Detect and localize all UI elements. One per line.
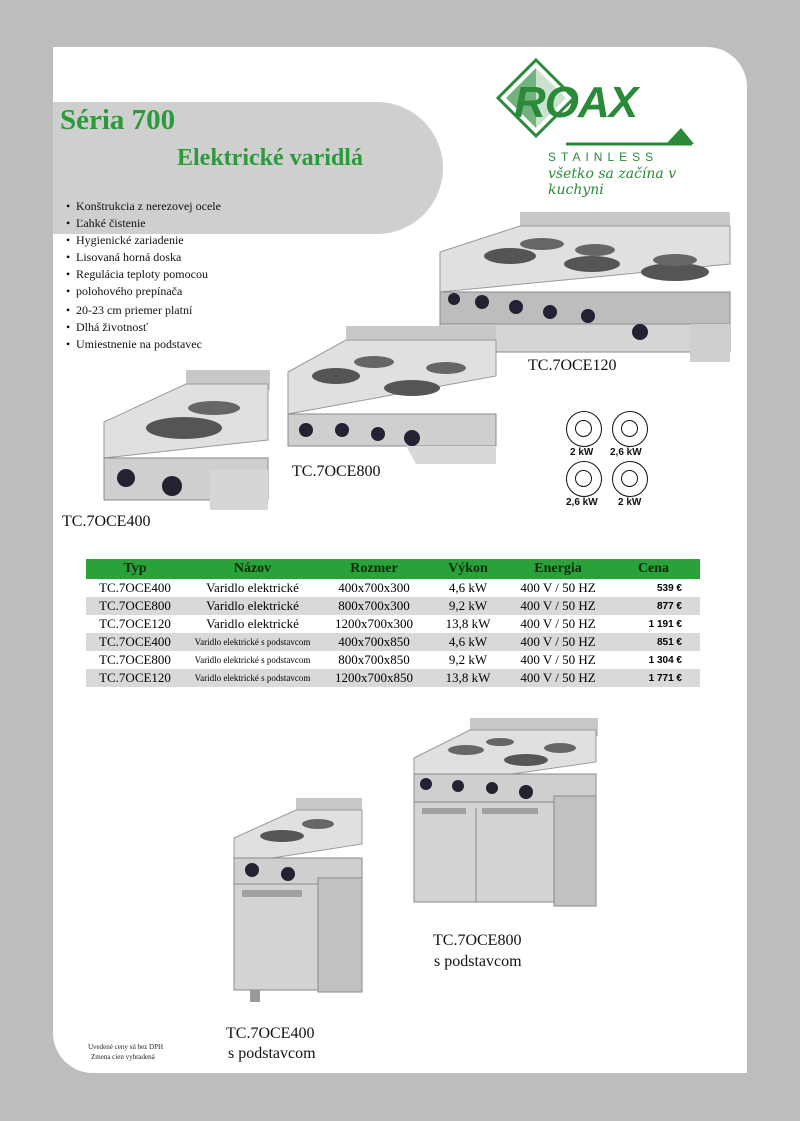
cell-cena: 851 € — [607, 633, 700, 651]
cell-energia: 400 V / 50 HZ — [509, 633, 607, 651]
column-header: Názov — [184, 559, 321, 579]
column-header: Výkon — [427, 559, 509, 579]
table-header-row — [86, 559, 700, 579]
cell-rozmer: 800x700x850 — [338, 652, 410, 667]
cell-typ: TC.7OCE120 — [99, 616, 171, 631]
burner-power-label: 2 kW — [570, 447, 594, 458]
burner-power-label: 2,6 kW — [566, 497, 598, 508]
burner-power-label: 2 kW — [618, 497, 642, 508]
product-caption: TC.7OCE800 — [433, 932, 522, 949]
feature-item: • Dlhá životnosť — [66, 319, 221, 336]
cell-nazov: Varidlo elektrické — [184, 597, 321, 615]
cell-cena: 1 771 € — [607, 669, 700, 687]
page-subtitle: Elektrické varidlá — [177, 145, 363, 171]
feature-item: • Regulácia teploty pomocou — [66, 266, 221, 283]
product-caption: TC.7OCE400 — [62, 513, 151, 530]
table-row — [86, 651, 700, 669]
cell-rozmer: 400x700x850 — [321, 633, 427, 651]
product-caption: TC.7OCE400 — [226, 1025, 315, 1042]
burner-layout-diagram — [560, 405, 670, 517]
feature-item: • Hygienické zariadenie — [66, 232, 221, 249]
burner-power-label: 2,6 kW — [610, 447, 642, 458]
price-table — [86, 559, 700, 687]
cell-typ: TC.7OCE120 — [86, 669, 184, 687]
price-note — [88, 1042, 163, 1062]
product-caption-sub: s podstavcom — [434, 953, 522, 970]
cell-typ: TC.7OCE800 — [86, 597, 184, 615]
cell-cena: 539 € — [656, 582, 682, 594]
table-row — [86, 579, 700, 597]
roax-logo — [496, 58, 736, 198]
cell-typ: TC.7OCE400 — [86, 633, 184, 651]
series-title: Séria 700 — [60, 104, 176, 136]
cell-nazov: Varidlo elektrické s podstavcom — [184, 633, 321, 651]
product-caption-sub: s podstavcom — [228, 1045, 316, 1062]
cell-nazov: Varidlo elektrické s podstavcom — [194, 655, 311, 665]
cell-vykon: 4,6 kW — [427, 633, 509, 651]
product-image-tc7oce800 — [286, 326, 506, 466]
cell-vykon: 13,8 kW — [427, 669, 509, 687]
cell-typ: TC.7OCE400 — [99, 580, 171, 595]
cell-nazov: Varidlo elektrické — [206, 616, 299, 631]
cell-nazov: Varidlo elektrické s podstavcom — [184, 669, 321, 687]
feature-item: • Lisovaná horná doska — [66, 249, 221, 266]
cell-rozmer: 800x700x300 — [321, 597, 427, 615]
cell-rozmer: 1200x700x300 — [335, 616, 413, 631]
cell-vykon: 9,2 kW — [427, 597, 509, 615]
note-line: Zmena cien vyhradená — [91, 1053, 155, 1061]
cell-vykon: 4,6 kW — [448, 580, 488, 595]
cell-energia: 400 V / 50 HZ — [509, 597, 607, 615]
cell-cena: 1 304 € — [648, 654, 682, 666]
cell-cena: 1 191 € — [648, 618, 682, 630]
product-image-tc7oce400-stand — [230, 798, 365, 1008]
column-header: Typ — [86, 559, 184, 579]
table-row — [86, 597, 700, 615]
burner-icon — [566, 461, 602, 497]
feature-item: • Konštrukcia z nerezovej ocele — [66, 198, 221, 215]
table-row — [86, 615, 700, 633]
column-header: Energia — [509, 559, 607, 579]
cell-nazov: Varidlo elektrické — [206, 580, 299, 595]
cell-energia: 400 V / 50 HZ — [520, 652, 596, 667]
feature-item-continued: • polohového prepínača — [66, 283, 221, 300]
column-header: Rozmer — [321, 559, 427, 579]
cell-rozmer: 400x700x300 — [338, 580, 410, 595]
feature-item: • 20-23 cm priemer platní — [66, 302, 221, 319]
logo-subtext: STAINLESS — [548, 150, 659, 164]
product-image-tc7oce400 — [100, 370, 270, 515]
product-image-tc7oce800-stand — [410, 718, 600, 913]
cell-cena: 877 € — [607, 597, 700, 615]
product-caption: TC.7OCE800 — [292, 463, 381, 480]
table-row — [86, 669, 700, 687]
table-row — [86, 633, 700, 651]
slogan: všetko sa začína v kuchyni — [548, 166, 677, 198]
cell-typ: TC.7OCE800 — [99, 652, 171, 667]
product-caption: TC.7OCE120 — [528, 357, 617, 374]
logo-wordmark: ROAX — [514, 78, 638, 127]
burner-icon — [566, 411, 602, 447]
feature-item: • Ľahké čistenie — [66, 215, 221, 232]
burner-icon — [612, 461, 648, 497]
cell-vykon: 13,8 kW — [445, 616, 491, 631]
note-line: Uvedené ceny sú bez DPH — [88, 1043, 164, 1051]
cell-energia: 400 V / 50 HZ — [509, 669, 607, 687]
feature-item: • Umiestnenie na podstavec — [66, 336, 221, 353]
burner-icon — [612, 411, 648, 447]
cell-rozmer: 1200x700x850 — [321, 669, 427, 687]
feature-list — [66, 198, 221, 353]
cell-energia: 400 V / 50 HZ — [520, 580, 596, 595]
cell-energia: 400 V / 50 HZ — [520, 616, 596, 631]
cell-vykon: 9,2 kW — [448, 652, 488, 667]
column-header: Cena — [607, 559, 700, 579]
